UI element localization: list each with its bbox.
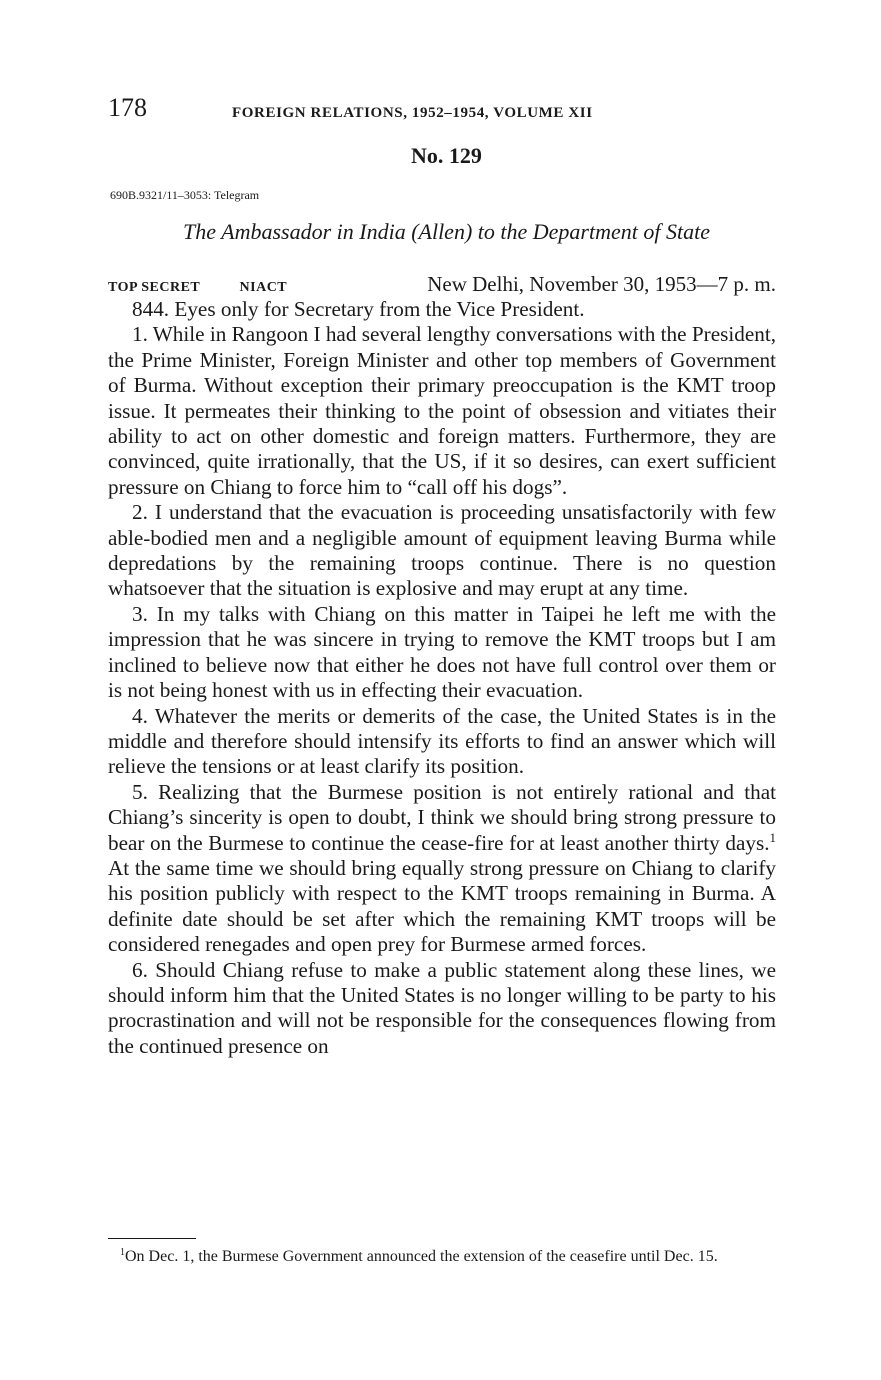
footnote-reference[interactable]: 1 <box>769 829 776 845</box>
place-and-date: New Delhi, November 30, 1953—7 p. m. <box>427 272 776 296</box>
body-paragraph: 2. I understand that the evacuation is proceeding unsatisfactorily with few able-bodied men and a negligible amount of equipment leaving Burma while depredations by the remaining troops continue. There is no question whatsoever that the situation is explosive and may erupt at any time. <box>108 500 776 601</box>
page-number: 178 <box>108 93 147 122</box>
running-head: FOREIGN RELATIONS, 1952–1954, VOLUME XII <box>232 105 593 121</box>
document-number: No. 129 <box>411 143 482 168</box>
footnote <box>108 1247 776 1267</box>
telegram-body <box>108 297 776 1059</box>
classification-marking: TOP SECRET <box>108 280 201 295</box>
document-title: The Ambassador in India (Allen) to the Department of State <box>183 219 710 244</box>
footnote-divider <box>108 1238 196 1239</box>
body-paragraph: 4. Whatever the merits or demerits of the case, the United States is in the middle and therefore should intensify its efforts to find an answer which will relieve the tensions or at least clarify its position. <box>108 703 776 779</box>
file-reference: 690B.9321/11–3053: Telegram <box>110 188 260 202</box>
precedence-marking: NIACT <box>239 280 288 295</box>
paragraph-5-text-end: At the same time we should bring equally strong pressure on Chiang to clarify his position publicly with respect to the KMT troops remaining in Burma. A definite date should be set after which the remaining KMT troops will be considered renegades and open prey for Burmese armed forces. <box>108 855 776 957</box>
body-paragraph: 1. While in Rangoon I had several lengthy conversations with the President, the Prime Minister, Foreign Minister and other top members of Government of Burma. Without exception their primary preoccupation is the KMT troop issue. It permeates their thinking to the point of obsession and vitiates their ability to act on other domestic and foreign matters. Furthermore, they are convinced, quite irrationally, that the US, if it so desires, can exert sufficient pressure on Chiang to force him to “call off his dogs”. <box>108 322 776 499</box>
body-paragraph: 3. In my talks with Chiang on this matter in Taipei he left me with the impression that he was sincere in trying to remove the KMT troops but I am inclined to believe now that either he does not have full control over them or is not being honest with us in effecting their evacuation. <box>108 601 776 703</box>
footnote-marker: 1 <box>120 1247 125 1258</box>
body-paragraph-5 <box>108 780 776 958</box>
body-paragraph-6: 6. Should Chiang refuse to make a public statement along these lines, we should inform him that the United States is no longer willing to be party to his procrastination and will not be responsible for the consequences flowing from the continued presence on <box>108 957 776 1058</box>
body-paragraph: 844. Eyes only for Secretary from the Vice President. <box>132 297 585 321</box>
footnote-text: On Dec. 1, the Burmese Government announced the extension of the ceasefire until Dec. 15. <box>125 1248 718 1265</box>
paragraph-5-text-start: 5. Realizing that the Burmese position is not entirely rational and that Chiang’s sincerity is open to doubt, I think we should bring strong pressure to bear on the Burmese to continue the cease-fire for at least another thirty days. <box>108 779 776 855</box>
